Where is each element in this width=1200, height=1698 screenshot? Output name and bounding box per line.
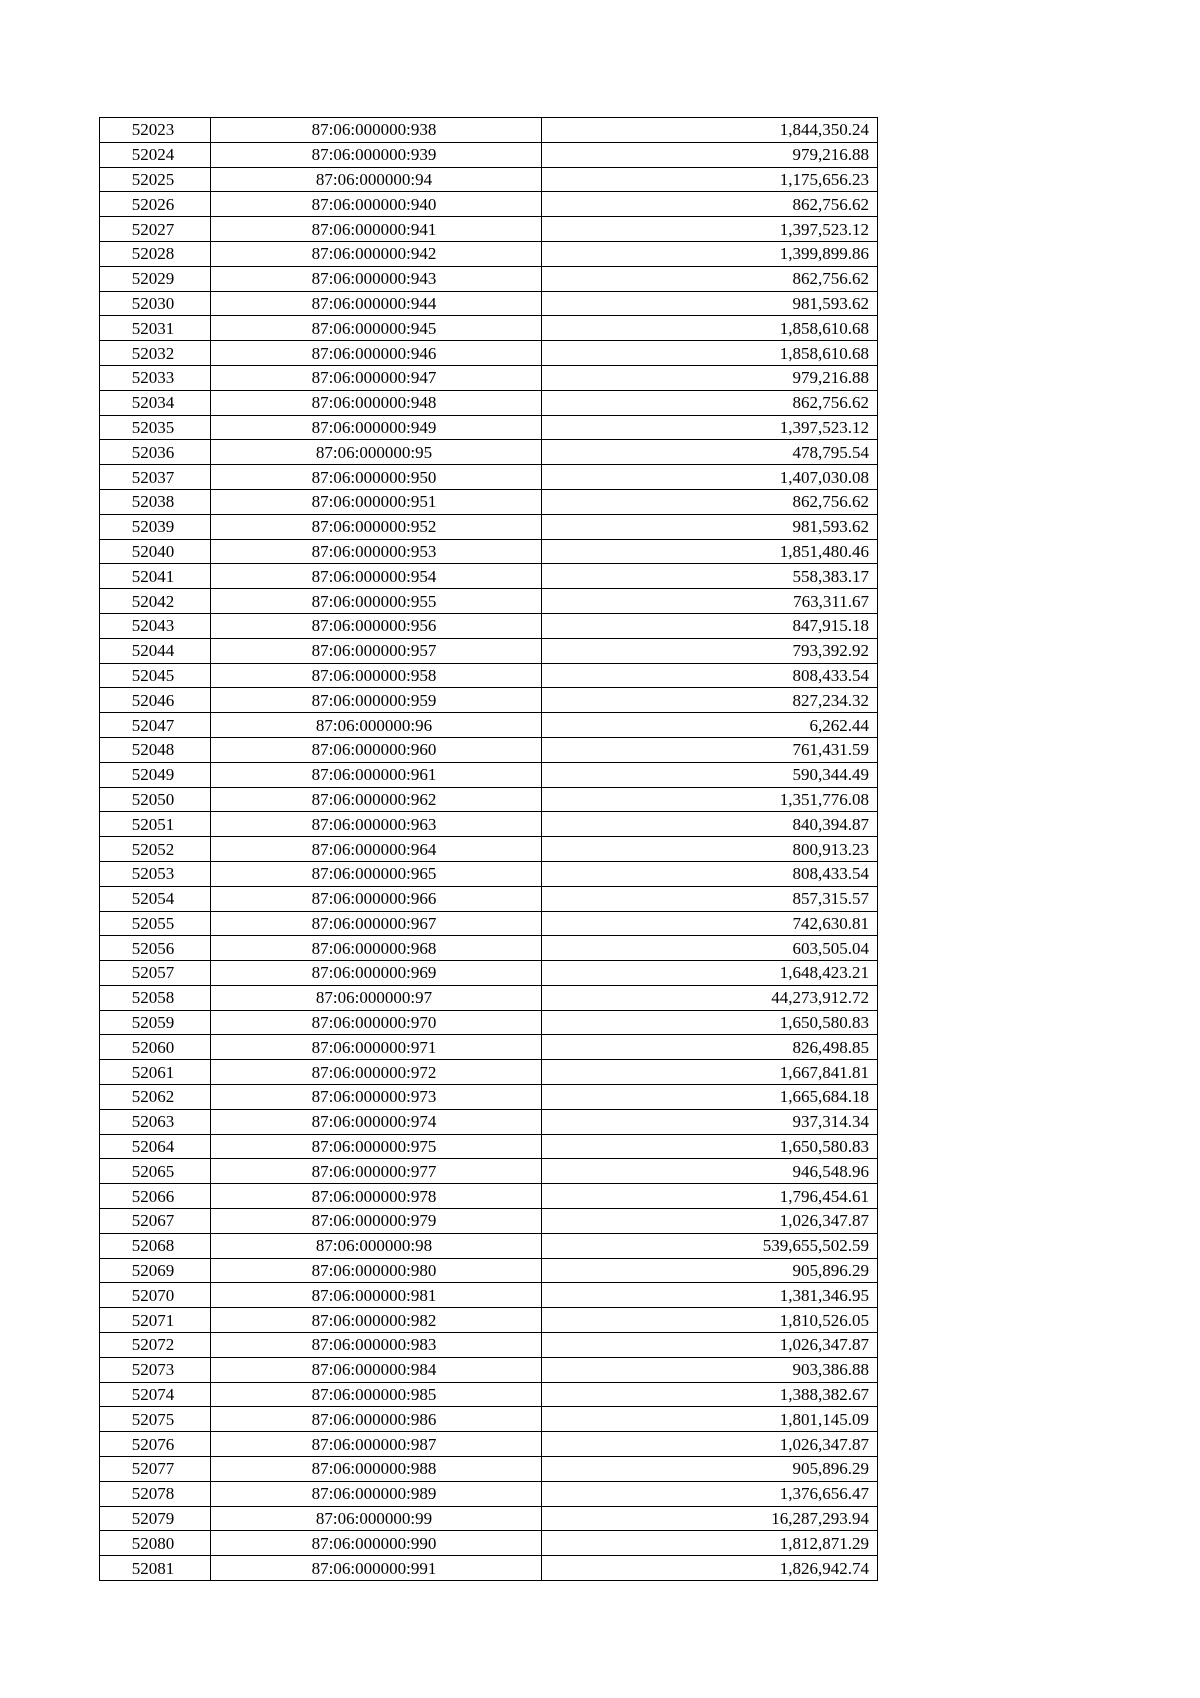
cadastral-number-cell: 87:06:000000:96 bbox=[211, 713, 542, 738]
amount-cell: 763,311.67 bbox=[542, 589, 878, 614]
table-row bbox=[100, 1333, 878, 1358]
table-row bbox=[100, 737, 878, 762]
table-row bbox=[100, 1556, 878, 1581]
row-number-cell: 52077 bbox=[100, 1457, 211, 1482]
cadastral-number-cell: 87:06:000000:95 bbox=[211, 440, 542, 465]
table-row bbox=[100, 217, 878, 242]
row-number-cell: 52023 bbox=[100, 118, 211, 143]
row-number-cell: 52038 bbox=[100, 489, 211, 514]
cadastral-number-cell: 87:06:000000:991 bbox=[211, 1556, 542, 1581]
row-number-cell: 52039 bbox=[100, 514, 211, 539]
amount-cell: 1,667,841.81 bbox=[542, 1060, 878, 1085]
table-row bbox=[100, 1457, 878, 1482]
cadastral-number-cell: 87:06:000000:950 bbox=[211, 465, 542, 490]
cadastral-number-cell: 87:06:000000:982 bbox=[211, 1308, 542, 1333]
amount-cell: 1,407,030.08 bbox=[542, 465, 878, 490]
row-number-cell: 52079 bbox=[100, 1506, 211, 1531]
row-number-cell: 52058 bbox=[100, 985, 211, 1010]
amount-cell: 478,795.54 bbox=[542, 440, 878, 465]
row-number-cell: 52034 bbox=[100, 390, 211, 415]
row-number-cell: 52057 bbox=[100, 961, 211, 986]
cadastral-number-cell: 87:06:000000:984 bbox=[211, 1357, 542, 1382]
row-number-cell: 52053 bbox=[100, 861, 211, 886]
cadastral-number-cell: 87:06:000000:940 bbox=[211, 192, 542, 217]
table-row bbox=[100, 1109, 878, 1134]
table-row bbox=[100, 1407, 878, 1432]
cadastral-number-cell: 87:06:000000:960 bbox=[211, 737, 542, 762]
cadastral-number-cell: 87:06:000000:970 bbox=[211, 1010, 542, 1035]
amount-cell: 862,756.62 bbox=[542, 266, 878, 291]
cadastral-number-cell: 87:06:000000:967 bbox=[211, 911, 542, 936]
row-number-cell: 52064 bbox=[100, 1134, 211, 1159]
cadastral-number-cell: 87:06:000000:958 bbox=[211, 663, 542, 688]
row-number-cell: 52046 bbox=[100, 688, 211, 713]
cadastral-number-cell: 87:06:000000:961 bbox=[211, 762, 542, 787]
cadastral-number-cell: 87:06:000000:941 bbox=[211, 217, 542, 242]
table-row bbox=[100, 787, 878, 812]
cadastral-number-cell: 87:06:000000:977 bbox=[211, 1159, 542, 1184]
cadastral-number-cell: 87:06:000000:956 bbox=[211, 613, 542, 638]
row-number-cell: 52063 bbox=[100, 1109, 211, 1134]
amount-cell: 590,344.49 bbox=[542, 762, 878, 787]
row-number-cell: 52050 bbox=[100, 787, 211, 812]
row-number-cell: 52066 bbox=[100, 1184, 211, 1209]
table-row bbox=[100, 465, 878, 490]
row-number-cell: 52076 bbox=[100, 1432, 211, 1457]
row-number-cell: 52073 bbox=[100, 1357, 211, 1382]
table-row bbox=[100, 1357, 878, 1382]
table-row bbox=[100, 1010, 878, 1035]
cadastral-number-cell: 87:06:000000:966 bbox=[211, 886, 542, 911]
cadastral-number-cell: 87:06:000000:987 bbox=[211, 1432, 542, 1457]
row-number-cell: 52025 bbox=[100, 167, 211, 192]
cadastral-number-cell: 87:06:000000:974 bbox=[211, 1109, 542, 1134]
amount-cell: 1,650,580.83 bbox=[542, 1134, 878, 1159]
row-number-cell: 52061 bbox=[100, 1060, 211, 1085]
cadastral-number-cell: 87:06:000000:948 bbox=[211, 390, 542, 415]
row-number-cell: 52037 bbox=[100, 465, 211, 490]
row-number-cell: 52080 bbox=[100, 1531, 211, 1556]
amount-cell: 862,756.62 bbox=[542, 390, 878, 415]
cadastral-number-cell: 87:06:000000:985 bbox=[211, 1382, 542, 1407]
row-number-cell: 52033 bbox=[100, 365, 211, 390]
amount-cell: 1,648,423.21 bbox=[542, 961, 878, 986]
amount-cell: 827,234.32 bbox=[542, 688, 878, 713]
table-row bbox=[100, 1382, 878, 1407]
cadastral-number-cell: 87:06:000000:963 bbox=[211, 812, 542, 837]
cadastral-number-cell: 87:06:000000:942 bbox=[211, 241, 542, 266]
row-number-cell: 52048 bbox=[100, 737, 211, 762]
row-number-cell: 52031 bbox=[100, 316, 211, 341]
table-row bbox=[100, 663, 878, 688]
table-row bbox=[100, 688, 878, 713]
table-row bbox=[100, 713, 878, 738]
table-row bbox=[100, 539, 878, 564]
amount-cell: 1,650,580.83 bbox=[542, 1010, 878, 1035]
row-number-cell: 52051 bbox=[100, 812, 211, 837]
cadastral-number-cell: 87:06:000000:973 bbox=[211, 1085, 542, 1110]
table-row bbox=[100, 266, 878, 291]
amount-cell: 1,351,776.08 bbox=[542, 787, 878, 812]
amount-cell: 1,851,480.46 bbox=[542, 539, 878, 564]
cadastral-number-cell: 87:06:000000:959 bbox=[211, 688, 542, 713]
cadastral-number-cell: 87:06:000000:986 bbox=[211, 1407, 542, 1432]
cadastral-number-cell: 87:06:000000:949 bbox=[211, 415, 542, 440]
amount-cell: 862,756.62 bbox=[542, 192, 878, 217]
amount-cell: 603,505.04 bbox=[542, 936, 878, 961]
table-row bbox=[100, 192, 878, 217]
amount-cell: 1,844,350.24 bbox=[542, 118, 878, 143]
table-row bbox=[100, 936, 878, 961]
table-row bbox=[100, 1233, 878, 1258]
table-row bbox=[100, 564, 878, 589]
data-table bbox=[99, 117, 878, 1581]
table-row bbox=[100, 167, 878, 192]
row-number-cell: 52027 bbox=[100, 217, 211, 242]
row-number-cell: 52029 bbox=[100, 266, 211, 291]
amount-cell: 1,026,347.87 bbox=[542, 1209, 878, 1234]
amount-cell: 862,756.62 bbox=[542, 489, 878, 514]
amount-cell: 979,216.88 bbox=[542, 142, 878, 167]
row-number-cell: 52071 bbox=[100, 1308, 211, 1333]
amount-cell: 6,262.44 bbox=[542, 713, 878, 738]
amount-cell: 1,026,347.87 bbox=[542, 1333, 878, 1358]
row-number-cell: 52069 bbox=[100, 1258, 211, 1283]
cadastral-number-cell: 87:06:000000:98 bbox=[211, 1233, 542, 1258]
row-number-cell: 52070 bbox=[100, 1283, 211, 1308]
amount-cell: 1,381,346.95 bbox=[542, 1283, 878, 1308]
table-row bbox=[100, 514, 878, 539]
amount-cell: 44,273,912.72 bbox=[542, 985, 878, 1010]
cadastral-number-cell: 87:06:000000:979 bbox=[211, 1209, 542, 1234]
row-number-cell: 52074 bbox=[100, 1382, 211, 1407]
amount-cell: 808,433.54 bbox=[542, 663, 878, 688]
cadastral-number-cell: 87:06:000000:955 bbox=[211, 589, 542, 614]
amount-cell: 1,858,610.68 bbox=[542, 316, 878, 341]
row-number-cell: 52052 bbox=[100, 837, 211, 862]
table-row bbox=[100, 1159, 878, 1184]
amount-cell: 981,593.62 bbox=[542, 514, 878, 539]
amount-cell: 905,896.29 bbox=[542, 1457, 878, 1482]
cadastral-number-cell: 87:06:000000:947 bbox=[211, 365, 542, 390]
table-row bbox=[100, 638, 878, 663]
row-number-cell: 52065 bbox=[100, 1159, 211, 1184]
row-number-cell: 52042 bbox=[100, 589, 211, 614]
amount-cell: 937,314.34 bbox=[542, 1109, 878, 1134]
amount-cell: 1,665,684.18 bbox=[542, 1085, 878, 1110]
row-number-cell: 52026 bbox=[100, 192, 211, 217]
amount-cell: 857,315.57 bbox=[542, 886, 878, 911]
table-row bbox=[100, 886, 878, 911]
amount-cell: 1,796,454.61 bbox=[542, 1184, 878, 1209]
row-number-cell: 52044 bbox=[100, 638, 211, 663]
amount-cell: 793,392.92 bbox=[542, 638, 878, 663]
cadastral-number-cell: 87:06:000000:952 bbox=[211, 514, 542, 539]
table-row bbox=[100, 1060, 878, 1085]
amount-cell: 1,810,526.05 bbox=[542, 1308, 878, 1333]
amount-cell: 847,915.18 bbox=[542, 613, 878, 638]
table-row bbox=[100, 341, 878, 366]
table-row bbox=[100, 142, 878, 167]
table-row bbox=[100, 1258, 878, 1283]
cadastral-number-cell: 87:06:000000:964 bbox=[211, 837, 542, 862]
amount-cell: 905,896.29 bbox=[542, 1258, 878, 1283]
cadastral-number-cell: 87:06:000000:972 bbox=[211, 1060, 542, 1085]
cadastral-number-cell: 87:06:000000:953 bbox=[211, 539, 542, 564]
cadastral-number-cell: 87:06:000000:969 bbox=[211, 961, 542, 986]
row-number-cell: 52054 bbox=[100, 886, 211, 911]
row-number-cell: 52067 bbox=[100, 1209, 211, 1234]
cadastral-number-cell: 87:06:000000:971 bbox=[211, 1035, 542, 1060]
amount-cell: 946,548.96 bbox=[542, 1159, 878, 1184]
table-row bbox=[100, 390, 878, 415]
amount-cell: 903,386.88 bbox=[542, 1357, 878, 1382]
amount-cell: 1,801,145.09 bbox=[542, 1407, 878, 1432]
table-row bbox=[100, 1209, 878, 1234]
amount-cell: 979,216.88 bbox=[542, 365, 878, 390]
cadastral-number-cell: 87:06:000000:946 bbox=[211, 341, 542, 366]
amount-cell: 539,655,502.59 bbox=[542, 1233, 878, 1258]
row-number-cell: 52040 bbox=[100, 539, 211, 564]
table-row bbox=[100, 1432, 878, 1457]
cadastral-number-cell: 87:06:000000:990 bbox=[211, 1531, 542, 1556]
table-row bbox=[100, 440, 878, 465]
row-number-cell: 52049 bbox=[100, 762, 211, 787]
table-row bbox=[100, 961, 878, 986]
row-number-cell: 52047 bbox=[100, 713, 211, 738]
cadastral-number-cell: 87:06:000000:939 bbox=[211, 142, 542, 167]
cadastral-number-cell: 87:06:000000:954 bbox=[211, 564, 542, 589]
row-number-cell: 52081 bbox=[100, 1556, 211, 1581]
table-row bbox=[100, 1085, 878, 1110]
amount-cell: 761,431.59 bbox=[542, 737, 878, 762]
amount-cell: 1,826,942.74 bbox=[542, 1556, 878, 1581]
cadastral-number-cell: 87:06:000000:989 bbox=[211, 1481, 542, 1506]
amount-cell: 1,812,871.29 bbox=[542, 1531, 878, 1556]
row-number-cell: 52041 bbox=[100, 564, 211, 589]
table-row bbox=[100, 291, 878, 316]
row-number-cell: 52060 bbox=[100, 1035, 211, 1060]
table-row bbox=[100, 241, 878, 266]
table-row bbox=[100, 985, 878, 1010]
table-row bbox=[100, 489, 878, 514]
row-number-cell: 52030 bbox=[100, 291, 211, 316]
cadastral-number-cell: 87:06:000000:957 bbox=[211, 638, 542, 663]
cadastral-number-cell: 87:06:000000:965 bbox=[211, 861, 542, 886]
cadastral-number-cell: 87:06:000000:968 bbox=[211, 936, 542, 961]
cadastral-number-cell: 87:06:000000:951 bbox=[211, 489, 542, 514]
table-row bbox=[100, 1481, 878, 1506]
amount-cell: 1,388,382.67 bbox=[542, 1382, 878, 1407]
row-number-cell: 52024 bbox=[100, 142, 211, 167]
row-number-cell: 52072 bbox=[100, 1333, 211, 1358]
amount-cell: 742,630.81 bbox=[542, 911, 878, 936]
table-row bbox=[100, 812, 878, 837]
table-row bbox=[100, 613, 878, 638]
cadastral-number-cell: 87:06:000000:983 bbox=[211, 1333, 542, 1358]
table-row bbox=[100, 415, 878, 440]
amount-cell: 1,175,656.23 bbox=[542, 167, 878, 192]
row-number-cell: 52035 bbox=[100, 415, 211, 440]
table-row bbox=[100, 589, 878, 614]
table-row bbox=[100, 1531, 878, 1556]
amount-cell: 1,399,899.86 bbox=[542, 241, 878, 266]
cadastral-number-cell: 87:06:000000:944 bbox=[211, 291, 542, 316]
table-row bbox=[100, 316, 878, 341]
table-row bbox=[100, 1283, 878, 1308]
amount-cell: 1,026,347.87 bbox=[542, 1432, 878, 1457]
row-number-cell: 52032 bbox=[100, 341, 211, 366]
amount-cell: 826,498.85 bbox=[542, 1035, 878, 1060]
amount-cell: 840,394.87 bbox=[542, 812, 878, 837]
cadastral-number-cell: 87:06:000000:94 bbox=[211, 167, 542, 192]
table-row bbox=[100, 1506, 878, 1531]
amount-cell: 808,433.54 bbox=[542, 861, 878, 886]
row-number-cell: 52078 bbox=[100, 1481, 211, 1506]
row-number-cell: 52055 bbox=[100, 911, 211, 936]
cadastral-number-cell: 87:06:000000:97 bbox=[211, 985, 542, 1010]
cadastral-number-cell: 87:06:000000:943 bbox=[211, 266, 542, 291]
cadastral-number-cell: 87:06:000000:938 bbox=[211, 118, 542, 143]
table-row bbox=[100, 118, 878, 143]
table-row bbox=[100, 365, 878, 390]
amount-cell: 1,376,656.47 bbox=[542, 1481, 878, 1506]
cadastral-number-cell: 87:06:000000:978 bbox=[211, 1184, 542, 1209]
table-row bbox=[100, 1184, 878, 1209]
cadastral-number-cell: 87:06:000000:99 bbox=[211, 1506, 542, 1531]
row-number-cell: 52059 bbox=[100, 1010, 211, 1035]
cadastral-number-cell: 87:06:000000:962 bbox=[211, 787, 542, 812]
amount-cell: 558,383.17 bbox=[542, 564, 878, 589]
cadastral-number-cell: 87:06:000000:988 bbox=[211, 1457, 542, 1482]
amount-cell: 800,913.23 bbox=[542, 837, 878, 862]
cadastral-number-cell: 87:06:000000:981 bbox=[211, 1283, 542, 1308]
table-row bbox=[100, 1035, 878, 1060]
amount-cell: 1,397,523.12 bbox=[542, 415, 878, 440]
cadastral-number-cell: 87:06:000000:980 bbox=[211, 1258, 542, 1283]
row-number-cell: 52036 bbox=[100, 440, 211, 465]
table-row bbox=[100, 911, 878, 936]
row-number-cell: 52068 bbox=[100, 1233, 211, 1258]
table-row bbox=[100, 861, 878, 886]
amount-cell: 1,858,610.68 bbox=[542, 341, 878, 366]
table-row bbox=[100, 837, 878, 862]
table-row bbox=[100, 1308, 878, 1333]
row-number-cell: 52075 bbox=[100, 1407, 211, 1432]
row-number-cell: 52028 bbox=[100, 241, 211, 266]
row-number-cell: 52045 bbox=[100, 663, 211, 688]
row-number-cell: 52056 bbox=[100, 936, 211, 961]
row-number-cell: 52062 bbox=[100, 1085, 211, 1110]
table-body bbox=[100, 118, 878, 1581]
table-row bbox=[100, 762, 878, 787]
amount-cell: 1,397,523.12 bbox=[542, 217, 878, 242]
amount-cell: 16,287,293.94 bbox=[542, 1506, 878, 1531]
row-number-cell: 52043 bbox=[100, 613, 211, 638]
cadastral-number-cell: 87:06:000000:945 bbox=[211, 316, 542, 341]
amount-cell: 981,593.62 bbox=[542, 291, 878, 316]
cadastral-number-cell: 87:06:000000:975 bbox=[211, 1134, 542, 1159]
table-row bbox=[100, 1134, 878, 1159]
